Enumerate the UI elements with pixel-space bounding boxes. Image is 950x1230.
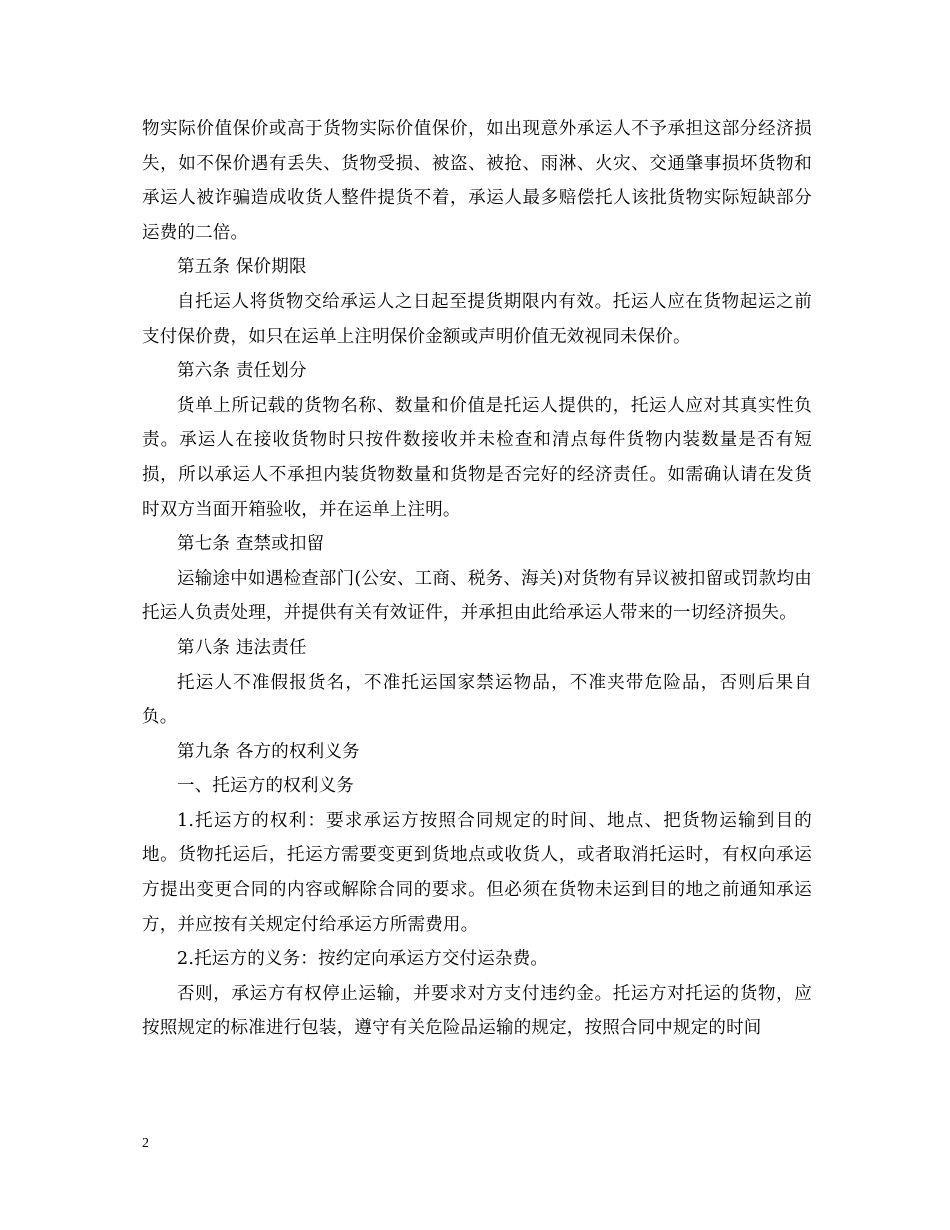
article-5-body: 自托运人将货物交给承运人之日起至提货期限内有效。托运人应在货物起运之前支付保价费，如只在运单上注明保价金额或声明价值无效视同未保价。 xyxy=(142,291,812,347)
paragraph-continuation: 物实际价值保价或高于货物实际价值保价，如出现意外承运人不予承担这部分经济损失，如不保价遇有丢失、货物受损、被盗、被抢、雨淋、火灾、交通肇事损坏货物和承运人被诈骗造成收货人整件提货不着，承运人最多赔偿托人该批货物实际短缺部分运费的二倍。 xyxy=(142,119,812,243)
shipper-obligations-continued: 否则，承运方有权停止运输，并要求对方支付违约金。托运方对托运的货物，应按照规定的标准进行包装，遵守有关危险品运输的规定，按照合同中规定的时间 xyxy=(142,983,812,1039)
shipper-obligations-paragraph: 2.托运方的义务：按约定向承运方交付运杂费。 xyxy=(177,949,549,970)
shipper-rights-paragraph: 1.托运方的权利：要求承运方按照合同规定的时间、地点、把货物运输到目的地。货物托运后，托运方需要变更到货地点或收货人，或者取消托运时，有权向承运方提出变更合同的内容或解除合同的要求。但必须在货物未运到目的地之前通知承运方，并应按有关规定付给承运方所需费用。 xyxy=(142,810,812,935)
article-7-heading: 第七条 查禁或扣留 xyxy=(177,534,325,555)
article-7-body: 运输途中如遇检查部门(公安、工商、税务、海关)对货物有异议被扣留或罚款均由托运人负责处理，并提供有关有效证件，并承担由此给承运人带来的一切经济损失。 xyxy=(142,568,812,624)
article-9-heading: 第九条 各方的权利义务 xyxy=(177,741,360,762)
article-5-heading: 第五条 保价期限 xyxy=(177,257,307,278)
article-8-heading: 第八条 违法责任 xyxy=(177,637,307,658)
article-8-body: 托运人不准假报货名，不准托运国家禁运物品，不准夹带危险品，否则后果自负。 xyxy=(142,672,812,728)
page-number: 2 xyxy=(142,1136,149,1151)
article-6-heading: 第六条 责任划分 xyxy=(177,361,307,382)
section-1-heading: 一、托运方的权利义务 xyxy=(177,776,354,797)
article-6-body: 货单上所记载的货物名称、数量和价值是托运人提供的，托运人应对其真实性负责。承运人在接收货物时只按件数接收并未检查和清点每件货物内装数量是否有短损，所以承运人不承担内装货物数量和货物是否完好的经济责任。如需确认请在发货时双方当面开箱验收，并在运单上注明。 xyxy=(142,395,812,520)
document-body xyxy=(142,112,812,1046)
